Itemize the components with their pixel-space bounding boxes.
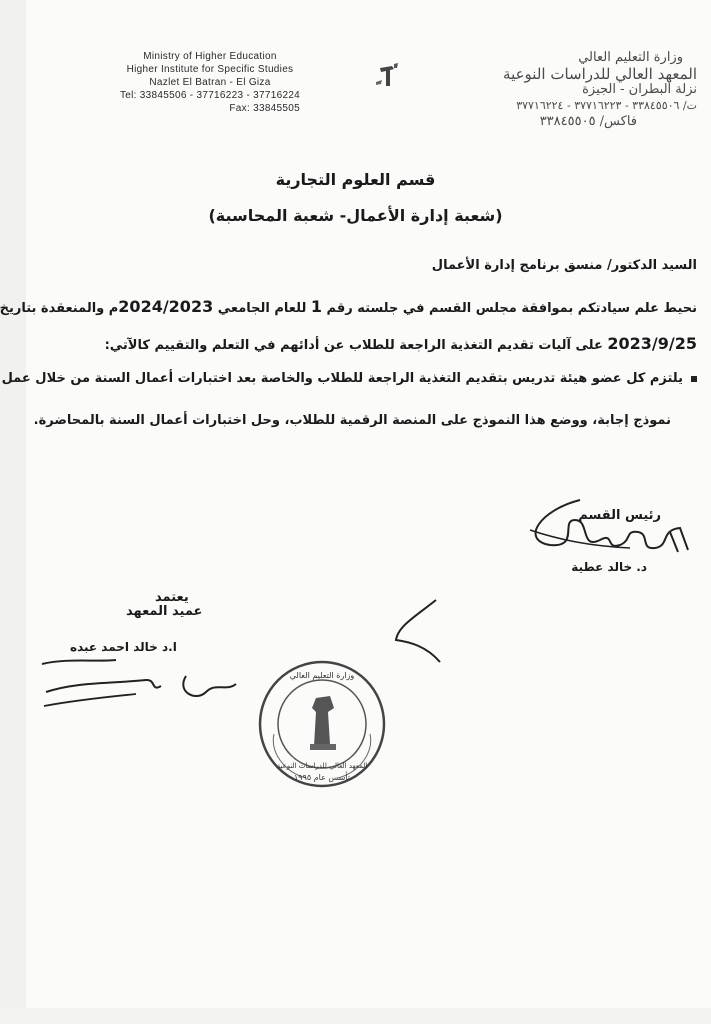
body-line-1	[0, 297, 697, 316]
scan-edge-bottom	[0, 1008, 711, 1024]
body-text: م والمنعقدة بتاريخ	[0, 301, 119, 316]
letterhead-ar-line: نزلة البطران - الجيزة	[582, 82, 697, 97]
approval-label: يعتمد	[155, 590, 189, 605]
body-text: للعام الجامعي	[217, 301, 307, 316]
letterhead-en-line: Higher Institute for Specific Studies	[126, 64, 294, 75]
letterhead-ar-line: فاكس/ ٣٣٨٤٥٥٠٥	[539, 114, 637, 129]
bullet-item	[2, 371, 697, 386]
body-text: على آليات تقديم التغذية الراجعة للطلاب عن أدائهم في التعلم والتقييم كالآتي:	[104, 338, 603, 353]
scan-edge-left	[0, 0, 26, 1024]
letterhead-en-line: Ministry of Higher Education	[143, 51, 277, 62]
dean-signature-icon	[36, 652, 246, 716]
letterhead-english	[90, 50, 330, 115]
stamp-bottom-text: تأسس عام ١٩٩٥	[293, 773, 351, 782]
stamp-top-text: وزارة التعليم العالي	[289, 671, 355, 680]
department-title: قسم العلوم التجارية	[275, 170, 436, 189]
letterhead-ar-line: المعهد العالي للدراسات النوعية	[503, 65, 697, 83]
bullet-item-continued: نموذج إجابة، ووضع هذا النموذج على المنصة الرقمية للطلاب، وحل اختبارات أعمال السنة بالمحاضرة.	[33, 413, 671, 428]
approval-mark-icon	[386, 596, 456, 666]
head-of-department-title: رئيس القسم	[578, 508, 661, 523]
letterhead-ar-line: وزارة التعليم العالي	[578, 50, 683, 65]
letterhead-arabic	[447, 50, 697, 130]
head-signature-icon	[520, 490, 700, 570]
bullet-icon	[691, 376, 697, 382]
bullet-text: يلتزم كل عضو هيئة تدريس بتقديم التغذية الراجعة للطلاب والخاصة بعد اختبارات أعمال السنة من خلال عمل	[1, 371, 683, 386]
letterhead-en-line: Tel: 33845506 - 37716223 - 37716224	[119, 90, 301, 101]
head-of-department-name: د. خالد عطية	[571, 560, 647, 574]
body-line-2	[105, 334, 697, 353]
meeting-number: 1	[310, 297, 322, 316]
letterhead-en-line: Fax: 33845505	[229, 103, 300, 114]
institute-logo-icon	[372, 60, 406, 90]
letterhead-ar-line: ت/ ٣٣٨٤٥٥٠٦ - ٣٧٧١٦٢٢٣ - ٣٧٧١٦٢٢٤	[516, 99, 697, 112]
section-subtitle: (شعبة إدارة الأعمال- شعبة المحاسبة)	[208, 206, 503, 225]
official-stamp-icon	[254, 656, 390, 792]
stamp-inner-text: المعهد العالي للدراسات النوعية	[276, 762, 368, 770]
dean-name: ا.د خالد احمد عبده	[70, 640, 177, 654]
academic-year: 2024/2023	[118, 297, 214, 316]
letterhead-en-line: Nazlet El Batran - El Giza	[149, 77, 271, 88]
meeting-date: 2023/9/25	[607, 334, 697, 353]
addressee: السيد الدكتور/ منسق برنامج إدارة الأعمال	[431, 258, 697, 273]
dean-title: عميد المعهد	[126, 604, 203, 619]
body-text: نحيط علم سيادتكم بموافقة مجلس القسم في جلسته رقم	[326, 301, 697, 316]
